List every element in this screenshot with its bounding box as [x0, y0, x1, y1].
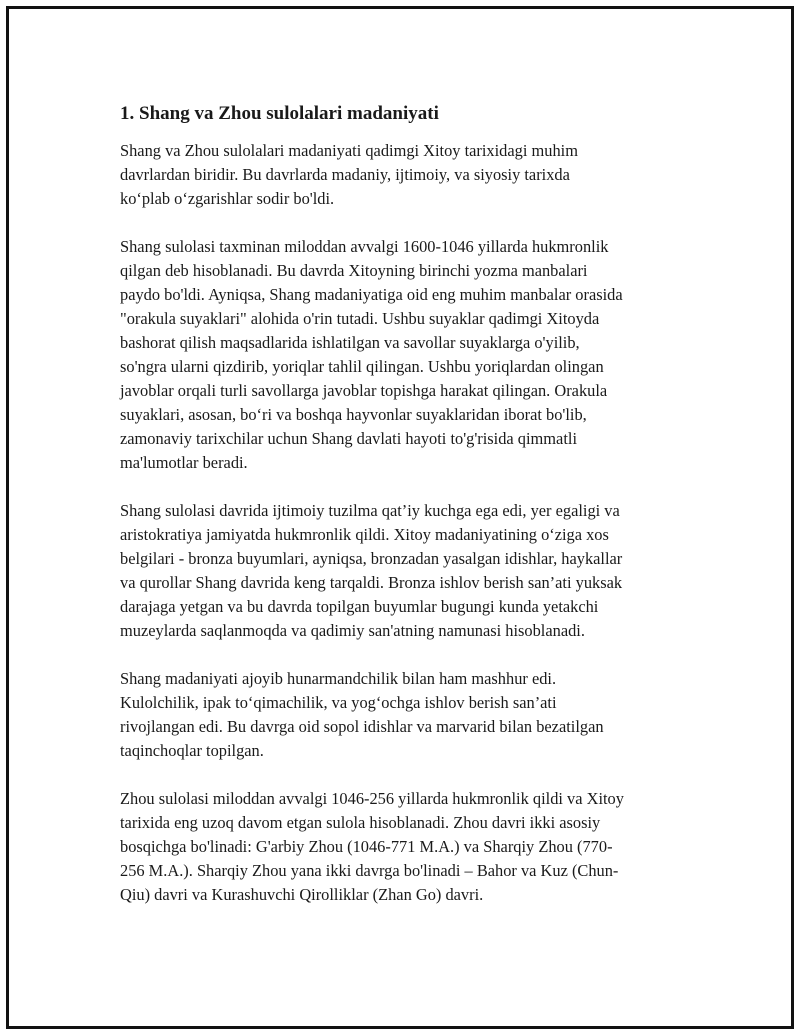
page-frame [6, 6, 794, 1029]
text-line: Shang sulolasi taxminan miloddan avvalgi 1600-1046 yillarda hukmronlik [120, 237, 609, 256]
text-line: qilgan deb hisoblanadi. Bu davrda Xitoyning birinchi yozma manbalari [120, 261, 588, 280]
paragraph-shang-society-bronze [120, 499, 700, 643]
text-line: belgilari - bronza buyumlari, ayniqsa, bronzadan yasalgan idishlar, haykallar [120, 549, 623, 568]
text-line: ko‘plab o‘zgarishlar sodir bo'ldi. [120, 189, 335, 208]
text-line: va qurollar Shang davrida keng tarqaldi. Bronza ishlov berish san’ati yuksak [120, 573, 623, 592]
text-line: davrlardan biridir. Bu davrlarda madaniy, ijtimoiy, va siyosiy tarixda [120, 165, 570, 184]
text-line: "orakula suyaklari" alohida o'rin tutadi. Ushbu suyaklar qadimgi Xitoyda [120, 309, 600, 328]
text-line: bashorat qilish maqsadlarida ishlatilgan va savollar suyaklarga o'yilib, [120, 333, 580, 352]
text-line: Qiu) davri va Kurashuvchi Qirolliklar (Zhan Go) davri. [120, 885, 484, 904]
text-line: zamonaviy tarixchilar uchun Shang davlati hayoti to'g'risida qimmatli [120, 429, 577, 448]
text-line: Shang va Zhou sulolalari madaniyati qadimgi Xitoy tarixidagi muhim [120, 141, 578, 160]
text-line: bosqichga bo'linadi: G'arbiy Zhou (1046-771 M.A.) va Sharqiy Zhou (770- [120, 837, 613, 856]
text-line: Zhou sulolasi miloddan avvalgi 1046-256 yillarda hukmronlik qildi va Xitoy [120, 789, 624, 808]
text-line: aristokratiya jamiyatda hukmronlik qildi. Xitoy madaniyatining o‘ziga xos [120, 525, 609, 544]
text-line: tarixida eng uzoq davom etgan sulola hisoblanadi. Zhou davri ikki asosiy [120, 813, 601, 832]
text-line: Shang sulolasi davrida ijtimoiy tuzilma qat’iy kuchga ega edi, yer egaligi va [120, 501, 620, 520]
document-body [120, 101, 700, 931]
text-line: ma'lumotlar beradi. [120, 453, 248, 472]
text-line: paydo bo'ldi. Ayniqsa, Shang madaniyatiga oid eng muhim manbalar orasida [120, 285, 623, 304]
text-line: rivojlangan edi. Bu davrga oid sopol idishlar va marvarid bilan bezatilgan [120, 717, 604, 736]
text-line: taqinchoqlar topilgan. [120, 741, 264, 760]
paragraph-intro [120, 139, 700, 211]
paragraph-zhou-dynasty [120, 787, 700, 907]
text-line: javoblar orqali turli savollarga javoblar topishga harakat qilingan. Orakula [120, 381, 608, 400]
paragraph-shang-oracle-bones [120, 235, 700, 475]
text-line: so'ngra ularni qizdirib, yoriqlar tahlil qilingan. Ushbu yoriqlardan olingan [120, 357, 604, 376]
text-line: darajaga yetgan va bu davrda topilgan buyumlar bugungi kunda yetakchi [120, 597, 599, 616]
text-line: Kulolchilik, ipak to‘qimachilik, va yog‘ochga ishlov berish san’ati [120, 693, 557, 712]
text-line: muzeylarda saqlanmoqda va qadimiy san'atning namunasi hisoblanadi. [120, 621, 585, 640]
text-line: Shang madaniyati ajoyib hunarmandchilik bilan ham mashhur edi. [120, 669, 557, 688]
section-heading: 1. Shang va Zhou sulolalari madaniyati [120, 103, 439, 124]
text-line: suyaklari, asosan, bo‘ri va boshqa hayvonlar suyaklaridan iborat bo'lib, [120, 405, 587, 424]
paragraph-shang-crafts [120, 667, 700, 763]
text-line: 256 M.A.). Sharqiy Zhou yana ikki davrga bo'linadi – Bahor va Kuz (Chun- [120, 861, 619, 880]
